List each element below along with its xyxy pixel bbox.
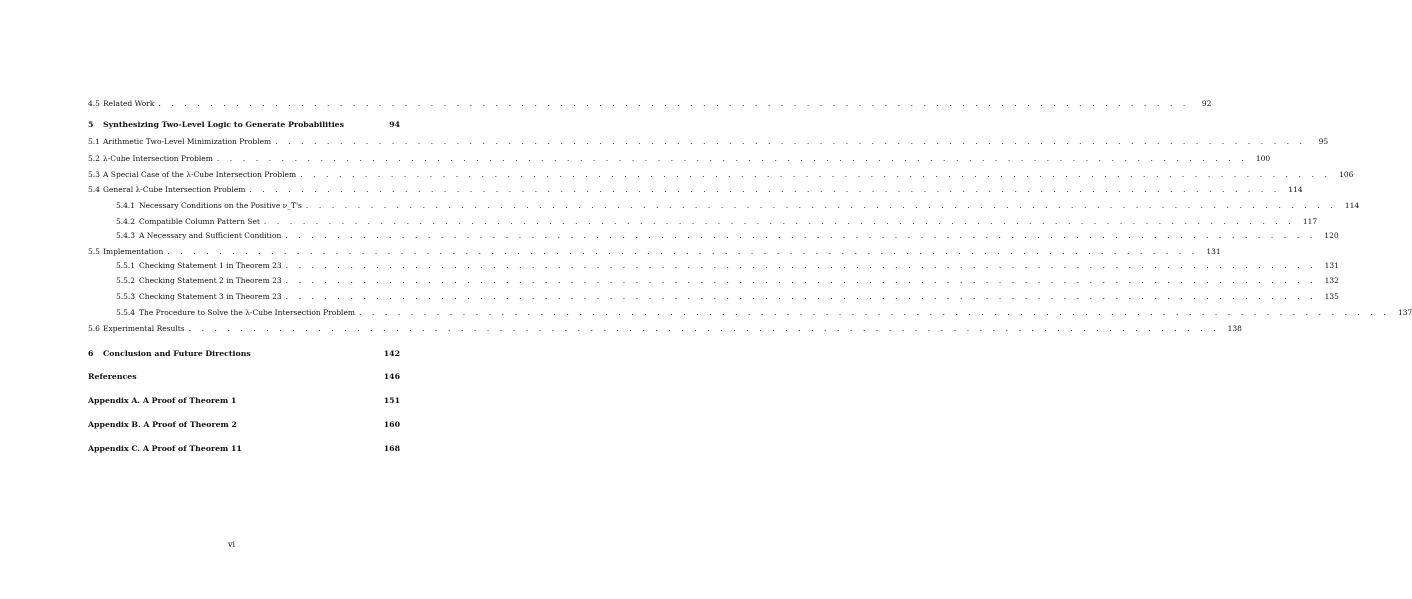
toc-dot-leader: . . . . . . . . . . . . . . . . . . . . . . . . . . . . . . . . . . . . . . . . . . . . . . . . . . . . . . . . . . . . . . . . . . . . . . . . . . . . . . . . — [300, 170, 1332, 179]
toc-entry-page: 92 — [1201, 99, 1212, 108]
toc-entry-title: Synthesizing Two-Level Logic to Generate Probabilities — [103, 120, 345, 129]
toc-entry[interactable] — [88, 347, 400, 359]
toc-entry-number: 4.5 — [88, 99, 100, 108]
toc-entry-title: λ-Cube Intersection Problem — [103, 154, 213, 163]
toc-entry-title: Conclusion and Future Directions — [103, 349, 251, 358]
toc-entry-page: 95 — [1318, 137, 1329, 146]
toc-entry-title: Arithmetic Two-Level Minimization Problem — [103, 137, 272, 146]
toc-dot-leader: . . . . . . . . . . . . . . . . . . . . . . . . . . . . . . . . . . . . . . . . . . . . . . . . . . . . . . . . . . . . . . . . . . . . . . . . . . . . . . . . — [249, 185, 1281, 194]
toc-entry-page: 168 — [383, 444, 400, 453]
toc-entry-page: 146 — [383, 372, 400, 381]
toc-dot-leader: . . . . . . . . . . . . . . . . . . . . . . . . . . . . . . . . . . . . . . . . . . . . . . . . . . . . . . . . . . . . . . . . . . . . . . . . . . . . . . . . — [188, 324, 1220, 333]
toc-entry[interactable] — [116, 229, 1339, 241]
toc-entry-page: 138 — [1227, 324, 1242, 333]
toc-entry-number: 5.4.2 — [116, 217, 136, 226]
toc-entry-number: 5.6 — [88, 324, 100, 333]
toc-entry-page: 114 — [1344, 201, 1360, 210]
toc-entry-page: 106 — [1339, 170, 1354, 179]
toc-entry[interactable] — [116, 259, 1339, 271]
toc-entry-title: Necessary Conditions on the Positive ν_T's — [139, 201, 302, 210]
toc-entry-title: Appendix B. A Proof of Theorem 2 — [88, 420, 237, 429]
toc-entry[interactable] — [88, 97, 1212, 109]
toc-entry-title: Implementation — [103, 247, 164, 256]
toc-dot-leader: . . . . . . . . . . . . . . . . . . . . . . . . . . . . . . . . . . . . . . . . . . . . . . . . . . . . . . . . . . . . . . . . . . . . . . . . . . . . . . . . — [275, 137, 1307, 146]
toc-entry-page: 131 — [1206, 247, 1221, 256]
toc-entry[interactable] — [116, 306, 1412, 318]
toc-dot-leader: . . . . . . . . . . . . . . . . . . . . . . . . . . . . . . . . . . . . . . . . . . . . . . . . . . . . . . . . . . . . . . . . . . . . . . . . . . . . . . . . — [158, 99, 1190, 108]
toc-entry[interactable] — [88, 322, 1242, 334]
toc-entry-number: 5.4.3 — [116, 231, 136, 240]
toc-entry-page: 131 — [1324, 261, 1339, 270]
toc-entry-title: A Necessary and Sufficient Condition — [139, 231, 282, 240]
toc-entry[interactable] — [116, 215, 1318, 227]
toc-entry-title: Checking Statement 2 in Theorem 23 — [139, 276, 282, 285]
toc-dot-leader: . . . . . . . . . . . . . . . . . . . . . . . . . . . . . . . . . . . . . . . . . . . . . . . . . . . . . . . . . . . . . . . . . . . . . . . . . . . . . . . . — [285, 231, 1317, 240]
toc-entry[interactable] — [88, 118, 400, 130]
toc-entry-number: 5.2 — [88, 154, 100, 163]
toc-entry-page: 142 — [383, 349, 400, 358]
toc-entry-number: 5.5 — [88, 247, 100, 256]
toc-entry-page: 117 — [1302, 217, 1318, 226]
toc-entry-title: The Procedure to Solve the λ-Cube Intersection Problem — [139, 308, 356, 317]
toc-dot-leader: . . . . . . . . . . . . . . . . . . . . . . . . . . . . . . . . . . . . . . . . . . . . . . . . . . . . . . . . . . . . . . . . . . . . . . . . . . . . . . . . — [167, 247, 1199, 256]
toc-entry-number: 5.4.1 — [116, 201, 136, 210]
toc-entry-page: 120 — [1324, 231, 1339, 240]
toc-entry[interactable] — [116, 274, 1339, 286]
toc-entry-title: Checking Statement 1 in Theorem 23 — [139, 261, 282, 270]
toc-entry-page: 132 — [1324, 276, 1339, 285]
toc-dot-leader: . . . . . . . . . . . . . . . . . . . . . . . . . . . . . . . . . . . . . . . . . . . . . . . . . . . . . . . . . . . . . . . . . . . . . . . . . . . . . . . . — [216, 154, 1248, 163]
toc-dot-leader: . . . . . . . . . . . . . . . . . . . . . . . . . . . . . . . . . . . . . . . . . . . . . . . . . . . . . . . . . . . . . . . . . . . . . . . . . . . . . . . . — [285, 276, 1317, 285]
toc-entry[interactable] — [88, 168, 1354, 180]
toc-entry-number: 5.5.1 — [116, 261, 136, 270]
toc-dot-leader: . . . . . . . . . . . . . . . . . . . . . . . . . . . . . . . . . . . . . . . . . . . . . . . . . . . . . . . . . . . . . . . . . . . . . . . . . . . . . . . . — [285, 261, 1317, 270]
toc-entry-page: 94 — [389, 120, 400, 129]
toc-entry-number: 6 — [88, 349, 94, 358]
toc-entry-number: 5.5.2 — [116, 276, 136, 285]
toc-entry[interactable] — [88, 152, 1271, 164]
toc-entry-page: 135 — [1324, 292, 1339, 301]
toc-entry-title: Appendix C. A Proof of Theorem 11 — [88, 444, 242, 453]
toc-entry-number: 5.1 — [88, 137, 100, 146]
toc-entry-page: 137 — [1397, 308, 1412, 317]
toc-entry-page: 114 — [1288, 185, 1303, 194]
toc-entry-number: 5.4 — [88, 185, 100, 194]
toc-entry-number: 5.3 — [88, 170, 100, 179]
toc-entry-page: 151 — [383, 396, 400, 405]
toc-entry[interactable] — [88, 183, 1303, 195]
toc-dot-leader: . . . . . . . . . . . . . . . . . . . . . . . . . . . . . . . . . . . . . . . . . . . . . . . . . . . . . . . . . . . . . . . . . . . . . . . . . . . . . . . . — [359, 308, 1390, 317]
toc-entry-title: General λ-Cube Intersection Problem — [103, 185, 246, 194]
toc-entry[interactable] — [88, 442, 400, 454]
toc-entry[interactable] — [88, 370, 400, 382]
toc-entry-number: 5.5.3 — [116, 292, 136, 301]
toc-entry-title: A Special Case of the λ-Cube Intersection Problem — [103, 170, 297, 179]
toc-entry-page: 160 — [383, 420, 400, 429]
toc-entry-number: 5.5.4 — [116, 308, 136, 317]
toc-entry[interactable] — [116, 199, 1360, 211]
toc-entry-title: Checking Statement 3 in Theorem 23 — [139, 292, 282, 301]
toc-entry-page: 100 — [1255, 154, 1271, 163]
toc-dot-leader: . . . . . . . . . . . . . . . . . . . . . . . . . . . . . . . . . . . . . . . . . . . . . . . . . . . . . . . . . . . . . . . . . . . . . . . . . . . . . . . . — [305, 201, 1337, 210]
toc-entry[interactable] — [88, 394, 400, 406]
toc-entry-title: Compatible Column Pattern Set — [139, 217, 260, 226]
toc-entry-title: References — [88, 372, 137, 381]
toc-entry-title: Related Work — [103, 99, 155, 108]
toc-entry[interactable] — [88, 135, 1329, 147]
page-number-footer: vi — [227, 540, 236, 549]
toc-entry-title: Appendix A. A Proof of Theorem 1 — [88, 396, 237, 405]
toc-dot-leader: . . . . . . . . . . . . . . . . . . . . . . . . . . . . . . . . . . . . . . . . . . . . . . . . . . . . . . . . . . . . . . . . . . . . . . . . . . . . . . . . — [285, 292, 1317, 301]
toc-entry-title: Experimental Results — [103, 324, 185, 333]
toc-entry[interactable] — [116, 290, 1339, 302]
toc-dot-leader: . . . . . . . . . . . . . . . . . . . . . . . . . . . . . . . . . . . . . . . . . . . . . . . . . . . . . . . . . . . . . . . . . . . . . . . . . . . . . . . . — [263, 217, 1295, 226]
toc-entry[interactable] — [88, 245, 1221, 257]
toc-entry-number: 5 — [88, 120, 94, 129]
toc-entry[interactable] — [88, 418, 400, 430]
